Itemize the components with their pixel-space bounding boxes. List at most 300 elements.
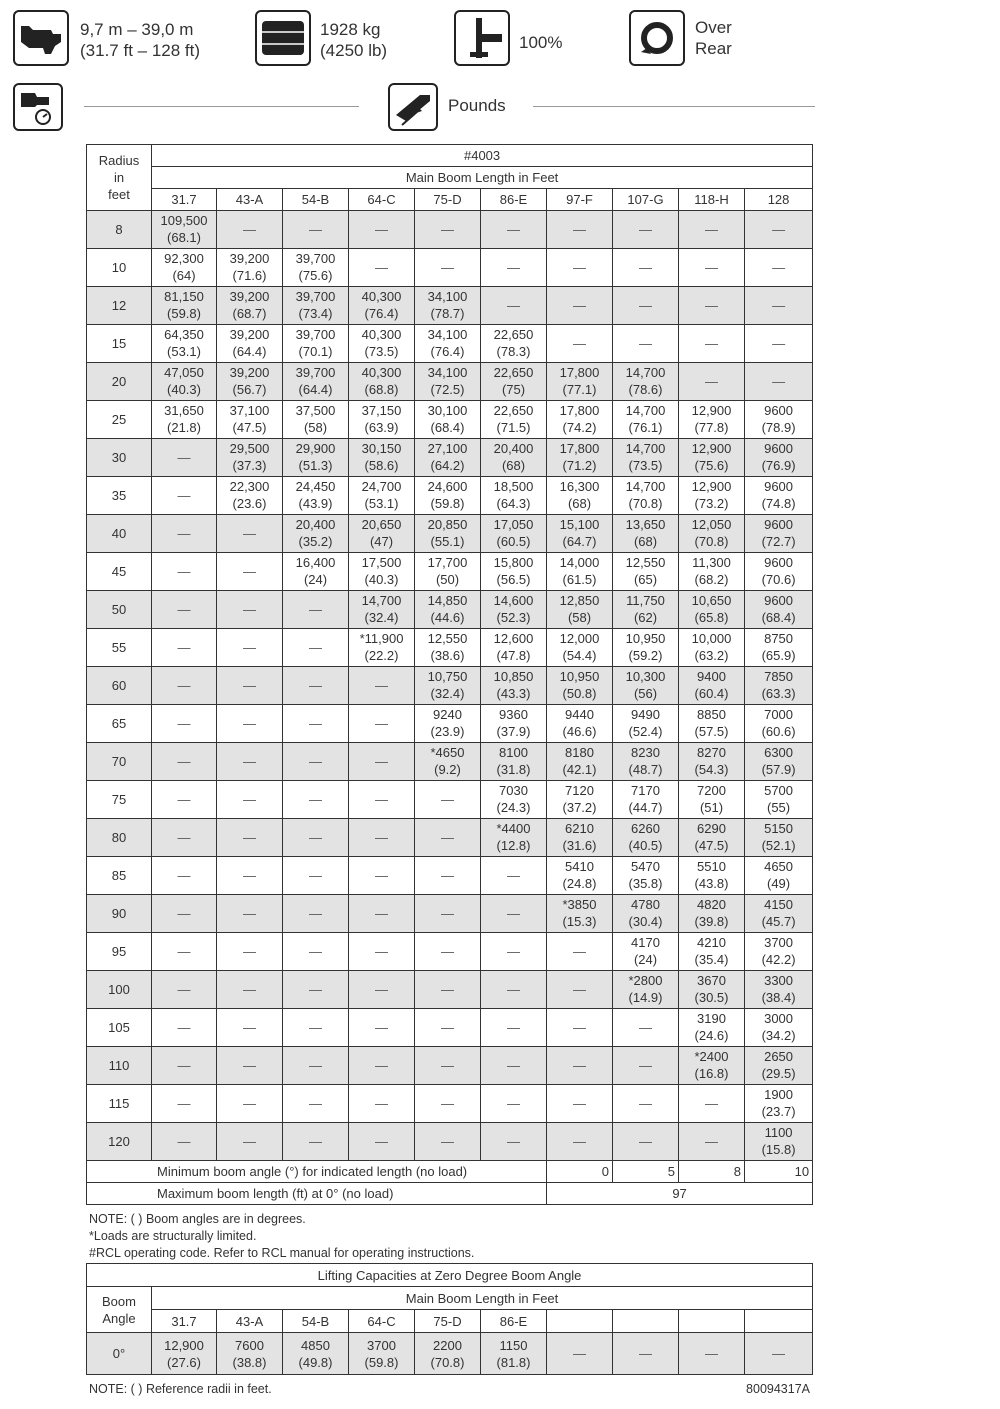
capacity-cell <box>217 401 283 439</box>
capacity-value: 7600 <box>235 1337 264 1353</box>
reference-radius-value: (81.8) <box>496 1354 531 1370</box>
capacity-cell <box>679 439 745 477</box>
empty-cell: — <box>613 249 679 287</box>
reference-radius-value: (27.6) <box>167 1354 201 1370</box>
table-row <box>87 895 813 933</box>
capacity-value: 29,500 <box>229 441 270 456</box>
capacity-value: 14,600 <box>493 593 534 608</box>
table-row <box>87 325 813 363</box>
empty-cell: — <box>152 743 217 781</box>
capacity-value: 3000 <box>764 1011 794 1026</box>
capacity-value: 2650 <box>764 1049 794 1064</box>
empty-cell: — <box>283 705 349 743</box>
empty-cell: — <box>152 933 217 971</box>
radius-cell: 65 <box>87 705 152 743</box>
capacity-cell <box>745 1047 813 1085</box>
empty-cell: — <box>152 971 217 1009</box>
capacity-value: 17,800 <box>559 403 600 418</box>
boom-angle-value: (59.8) <box>430 495 465 511</box>
empty-cell: — <box>283 895 349 933</box>
empty-cell: — <box>217 629 283 667</box>
rotation-line1: Over <box>695 18 732 37</box>
counterweight-lb: (4250 lb) <box>320 41 388 60</box>
boom-angle-value: (56.5) <box>496 571 531 587</box>
boom-angle-value: (54.3) <box>694 761 729 777</box>
zero-capacity-cell <box>152 1333 217 1375</box>
capacity-value: 6210 <box>565 821 594 836</box>
boom-angle-value: (51) <box>699 799 724 815</box>
capacity-value: 47,050 <box>164 365 204 380</box>
radius-cell: 85 <box>87 857 152 895</box>
empty-cell: — <box>217 1085 283 1123</box>
boom-angle-value: (47.5) <box>694 837 729 853</box>
boom-angle-value: (68) <box>501 457 526 473</box>
boom-angle-value: (42.2) <box>761 951 796 967</box>
empty-cell: — <box>283 819 349 857</box>
boom-length-col-header: 43-A <box>217 189 283 211</box>
boom-angle-value: (68.7) <box>232 305 267 321</box>
capacity-value: 34,100 <box>427 327 468 342</box>
boom-angle-value: (14.9) <box>628 989 663 1005</box>
capacity-value: 14,700 <box>361 593 402 608</box>
capacity-value: 9600 <box>764 593 794 608</box>
boom-angle-value: (9.2) <box>434 761 461 777</box>
boom-angle-value: (46.6) <box>562 723 597 739</box>
boom-angle-value: (12.8) <box>496 837 531 853</box>
capacity-cell <box>745 553 813 591</box>
capacity-value: 12,900 <box>691 403 732 418</box>
empty-cell: — <box>613 325 679 363</box>
capacity-value: 34,100 <box>427 289 468 304</box>
empty-cell: — <box>217 1123 283 1161</box>
boom-angle-value: (44.6) <box>430 609 465 625</box>
capacity-cell <box>415 477 481 515</box>
boom-angle-header: Boom Angle <box>87 1287 152 1333</box>
boom-angle-value: (64.7) <box>562 533 597 549</box>
radius-cell: 30 <box>87 439 152 477</box>
empty-cell: — <box>349 971 415 1009</box>
boom-angle-value: (78.7) <box>430 305 465 321</box>
capacity-value: 8270 <box>697 745 726 760</box>
boom-angle-value: (43.9) <box>298 495 333 511</box>
capacity-cell <box>679 857 745 895</box>
empty-cell: — <box>547 1085 613 1123</box>
boom-length-col-header: 97-F <box>547 189 613 211</box>
boom-angle-value: (37.3) <box>232 457 267 473</box>
capacity-value: 14,850 <box>427 593 468 608</box>
boom-angle-value: (21.8) <box>167 419 201 435</box>
boom-angle-value: (50.8) <box>562 685 597 701</box>
boom-angle-value: (68.4) <box>761 609 796 625</box>
empty-cell: — <box>415 1047 481 1085</box>
boom-angle-value: (47.5) <box>232 419 267 435</box>
boom-angle-value: (65.8) <box>694 609 729 625</box>
capacity-cell <box>745 933 813 971</box>
capacity-value: 22,650 <box>493 327 534 342</box>
empty-cell: — <box>481 971 547 1009</box>
capacity-value: 10,300 <box>625 669 666 684</box>
boom-angle-value: (49) <box>767 875 791 891</box>
boom-angle-value: (68.4) <box>430 419 465 435</box>
boom-angle-value: (50) <box>435 571 460 587</box>
boom-angle-value: (70.6) <box>761 571 796 587</box>
capacity-value: 6290 <box>697 821 726 836</box>
table-row <box>87 705 813 743</box>
capacity-cell <box>613 515 679 553</box>
capacity-value: 11,300 <box>692 555 731 570</box>
boom-angle-value: (65.9) <box>761 647 796 663</box>
capacity-cell <box>152 401 217 439</box>
empty-cell: — <box>481 211 547 249</box>
capacity-value: 20,400 <box>295 517 336 532</box>
capacity-value: 24,600 <box>427 479 468 494</box>
empty-cell: — <box>481 1085 547 1123</box>
boom-angle-value: (76.9) <box>761 457 796 473</box>
capacity-cell <box>745 439 813 477</box>
capacity-cell <box>349 515 415 553</box>
boom-angle-value: (65) <box>633 571 658 587</box>
capacity-value: 20,650 <box>361 517 402 532</box>
zero-boom-length-col-header: 86-E <box>481 1310 547 1333</box>
note-line: *Loads are structurally limited. <box>89 1229 257 1243</box>
table-row <box>87 971 813 1009</box>
capacity-value: 8180 <box>565 745 594 760</box>
capacity-value: 20,400 <box>493 441 534 456</box>
boom-angle-value: (31.8) <box>496 761 531 777</box>
capacity-cell <box>283 325 349 363</box>
capacity-cell <box>217 287 283 325</box>
capacity-cell <box>679 477 745 515</box>
note-line: NOTE: ( ) Boom angles are in degrees. <box>89 1212 306 1226</box>
capacity-value: 12,900 <box>691 479 732 494</box>
capacity-cell <box>481 363 547 401</box>
zero-boom-length-col-header <box>745 1310 813 1333</box>
capacity-value: 5410 <box>565 859 594 874</box>
empty-cell: — <box>283 1085 349 1123</box>
radius-cell: 20 <box>87 363 152 401</box>
capacity-value: 12,600 <box>493 631 534 646</box>
boom-angle-value: (76.4) <box>430 343 465 359</box>
capacity-value: 7850 <box>764 669 794 684</box>
capacity-value: 40,300 <box>361 327 402 342</box>
boom-angle-value: (58.6) <box>364 457 399 473</box>
zero-boom-length-col-header: 43-A <box>217 1310 283 1333</box>
boom-angle-value: (53.1) <box>167 343 201 359</box>
empty-cell: — <box>613 211 679 249</box>
capacity-cell <box>349 325 415 363</box>
empty-cell: — <box>283 933 349 971</box>
capacity-cell <box>217 249 283 287</box>
capacity-value: 24,450 <box>295 479 336 494</box>
capacity-cell <box>745 895 813 933</box>
boom-angle-value: (51.3) <box>298 457 333 473</box>
capacity-value: 10,750 <box>427 669 468 684</box>
capacity-value: 1150 <box>499 1337 528 1353</box>
capacity-cell <box>152 287 217 325</box>
empty-cell: — <box>481 857 547 895</box>
empty-cell: — <box>152 1047 217 1085</box>
empty-cell: — <box>217 515 283 553</box>
empty-cell: — <box>547 211 613 249</box>
boom-angle-value: (44.7) <box>628 799 663 815</box>
capacity-value: 9600 <box>764 479 794 494</box>
capacity-cell <box>481 591 547 629</box>
capacity-cell <box>283 249 349 287</box>
capacity-cell <box>283 401 349 439</box>
empty-cell: — <box>481 895 547 933</box>
boom-angle-value: (73.5) <box>628 457 663 473</box>
empty-cell: — <box>283 971 349 1009</box>
document-code: 80094317A <box>746 1382 810 1396</box>
capacity-cell <box>547 591 613 629</box>
boom-angle-value: (55.1) <box>430 533 465 549</box>
capacity-cell <box>745 591 813 629</box>
boom-angle-value: (22.2) <box>364 647 399 663</box>
radius-cell: 25 <box>87 401 152 439</box>
capacity-cell <box>547 515 613 553</box>
radius-cell: 45 <box>87 553 152 591</box>
empty-cell: — <box>217 667 283 705</box>
radius-cell: 10 <box>87 249 152 287</box>
empty-cell: — <box>349 857 415 895</box>
empty-cell: — <box>283 1009 349 1047</box>
boom-angle-value: (68) <box>567 495 592 511</box>
capacity-value: 11,750 <box>626 593 665 608</box>
capacity-cell <box>547 857 613 895</box>
notes-block <box>89 1211 474 1262</box>
table-row <box>87 515 813 553</box>
reference-radius-value: (38.8) <box>232 1354 267 1370</box>
capacity-cell <box>547 743 613 781</box>
capacity-value: 30,150 <box>361 441 402 456</box>
capacity-value: 81,150 <box>164 289 204 304</box>
boom-angle-value: (64) <box>172 267 196 283</box>
capacity-cell <box>745 1085 813 1123</box>
capacity-value: 15,800 <box>493 555 534 570</box>
capacity-cell <box>283 439 349 477</box>
empty-cell: — <box>745 211 813 249</box>
boom-angle-value: (37.9) <box>496 723 531 739</box>
empty-cell: — <box>152 819 217 857</box>
capacity-cell <box>547 781 613 819</box>
empty-cell: — <box>283 857 349 895</box>
empty-cell: — <box>613 1009 679 1047</box>
boom-angle-value: (23.7) <box>761 1103 796 1119</box>
capacity-value: 9440 <box>565 707 594 722</box>
capacity-value: 3670 <box>697 973 726 988</box>
zero-table-title: Lifting Capacities at Zero Degree Boom Angle <box>87 1264 813 1287</box>
boom-angle-value: (68.8) <box>364 381 399 397</box>
boom-angle-value: (73.5) <box>364 343 399 359</box>
capacity-cell <box>679 553 745 591</box>
capacity-value: 12,900 <box>691 441 732 456</box>
capacity-value: 1900 <box>764 1087 794 1102</box>
empty-cell: — <box>679 249 745 287</box>
table-row <box>87 477 813 515</box>
boom-angle-value: (71.2) <box>562 457 597 473</box>
boom-angle-value: (24) <box>633 951 658 967</box>
radius-cell: 80 <box>87 819 152 857</box>
capacity-value: 22,650 <box>493 403 534 418</box>
boom-angle-value: (78.6) <box>628 381 663 397</box>
capacity-cell <box>217 363 283 401</box>
boom-angle-value: (70.1) <box>298 343 333 359</box>
empty-cell: — <box>415 971 481 1009</box>
empty-cell: — <box>217 895 283 933</box>
empty-cell: — <box>415 249 481 287</box>
capacity-value: 17,700 <box>427 555 468 570</box>
capacity-value: 5700 <box>764 783 794 798</box>
zero-boom-length-col-header <box>679 1310 745 1333</box>
boom-angle-value: (47) <box>369 533 394 549</box>
boom-angle-value: (43.8) <box>694 875 729 891</box>
radius-cell: 100 <box>87 971 152 1009</box>
rotation-icon <box>629 10 685 66</box>
capacity-cell <box>349 439 415 477</box>
empty-cell: — <box>613 1085 679 1123</box>
capacity-cell <box>415 401 481 439</box>
capacity-cell <box>283 477 349 515</box>
empty-cell: — <box>415 857 481 895</box>
capacity-cell <box>547 895 613 933</box>
capacity-value: 17,800 <box>559 365 600 380</box>
boom-angle-value: (37.2) <box>562 799 597 815</box>
empty-cell: — <box>679 1123 745 1161</box>
capacity-cell <box>613 743 679 781</box>
radius-cell: 120 <box>87 1123 152 1161</box>
radius-cell: 75 <box>87 781 152 819</box>
boom-angle-value: (42.1) <box>562 761 597 777</box>
capacity-cell <box>745 819 813 857</box>
counterweight-icon <box>255 10 311 66</box>
capacity-cell <box>415 705 481 743</box>
table-row <box>87 1085 813 1123</box>
capacity-cell <box>349 591 415 629</box>
capacity-cell <box>481 705 547 743</box>
boom-angle-value: (34.2) <box>761 1027 796 1043</box>
boom-angle-value: (32.4) <box>364 609 399 625</box>
zero-capacity-cell <box>217 1333 283 1375</box>
boom-angle-value: (52.1) <box>761 837 796 853</box>
boom-angle-value: (55) <box>767 799 791 815</box>
capacity-cell <box>613 857 679 895</box>
capacity-cell <box>349 363 415 401</box>
capacity-value: 12,550 <box>625 555 666 570</box>
min-angle-value: 5 <box>613 1161 679 1183</box>
empty-cell: — <box>481 287 547 325</box>
empty-cell: — <box>613 1047 679 1085</box>
boom-angle-value: (31.6) <box>562 837 597 853</box>
capacity-cell <box>679 895 745 933</box>
zero-boom-length-col-header: 75-D <box>415 1310 481 1333</box>
boom-angle-value: (24) <box>303 571 328 587</box>
boom-angle-value: (68) <box>633 533 658 549</box>
radius-cell: 115 <box>87 1085 152 1123</box>
boom-length-col-header: 107-G <box>613 189 679 211</box>
boom-angle-value: (35.4) <box>694 951 729 967</box>
capacity-value: 3700 <box>764 935 794 950</box>
capacity-cell <box>613 667 679 705</box>
capacity-cell <box>349 477 415 515</box>
capacity-cell <box>415 553 481 591</box>
boom-angle-value: (54.4) <box>562 647 597 663</box>
empty-cell: — <box>745 325 813 363</box>
capacity-value: 2200 <box>433 1337 462 1353</box>
empty-cell: — <box>217 781 283 819</box>
empty-cell: — <box>349 819 415 857</box>
capacity-value: 37,150 <box>361 403 402 418</box>
empty-cell: — <box>349 743 415 781</box>
boom-angle-value: (40.3) <box>167 381 201 397</box>
capacity-cell <box>481 477 547 515</box>
empty-cell: — <box>283 667 349 705</box>
empty-cell: — <box>349 1085 415 1123</box>
capacity-value: 30,100 <box>427 403 468 418</box>
capacity-cell <box>283 363 349 401</box>
empty-cell: — <box>283 1123 349 1161</box>
capacity-value: 4820 <box>697 897 726 912</box>
boom-angle-value: (76.4) <box>364 305 399 321</box>
capacity-cell <box>679 515 745 553</box>
empty-cell: — <box>349 781 415 819</box>
boom-angle-value: (52.4) <box>628 723 663 739</box>
table-row <box>87 667 813 705</box>
capacity-value: 7120 <box>565 783 594 798</box>
empty-cell: — <box>283 211 349 249</box>
empty-cell: — <box>152 515 217 553</box>
boom-angle-value: (45.7) <box>761 913 796 929</box>
capacity-value: 7030 <box>499 783 528 798</box>
boom-angle-value: (64.4) <box>298 381 333 397</box>
capacity-value: 12,900 <box>164 1337 204 1353</box>
boom-angle-value: (24.6) <box>694 1027 729 1043</box>
boom-length-col-header: 54-B <box>283 189 349 211</box>
table-row <box>87 933 813 971</box>
zero-capacity-cell <box>481 1333 547 1375</box>
empty-cell: — <box>547 1333 613 1375</box>
capacity-cell <box>481 743 547 781</box>
boom-length-col-header: 86-E <box>481 189 547 211</box>
capacity-cell <box>415 667 481 705</box>
boom-angle-value: (63.2) <box>694 647 729 663</box>
empty-cell: — <box>217 705 283 743</box>
min-angle-value: 10 <box>745 1161 813 1183</box>
capacity-value: 18,500 <box>493 479 534 494</box>
capacity-cell <box>415 591 481 629</box>
capacity-value: 40,300 <box>361 289 402 304</box>
boom-angle-value: (73.4) <box>298 305 333 321</box>
reference-radius-value: (59.8) <box>364 1354 399 1370</box>
table-row <box>87 401 813 439</box>
boom-angle-value: (56) <box>633 685 658 701</box>
capacity-value: 22,300 <box>229 479 270 494</box>
capacity-value: 14,000 <box>559 555 600 570</box>
capacity-value: 27,100 <box>427 441 468 456</box>
capacity-cell <box>745 1009 813 1047</box>
boom-angle-value: (61.5) <box>562 571 597 587</box>
zero-capacity-cell <box>415 1333 481 1375</box>
capacity-value: 22,650 <box>493 365 534 380</box>
outrigger-text: 100% <box>519 33 563 52</box>
units-label: Pounds <box>448 96 506 115</box>
empty-cell: — <box>679 1085 745 1123</box>
radius-cell: 60 <box>87 667 152 705</box>
empty-cell: — <box>547 287 613 325</box>
empty-cell: — <box>217 553 283 591</box>
boom-length-col-header: 64-C <box>349 189 415 211</box>
boom-angle-value: (15.3) <box>562 913 597 929</box>
table-row <box>87 553 813 591</box>
